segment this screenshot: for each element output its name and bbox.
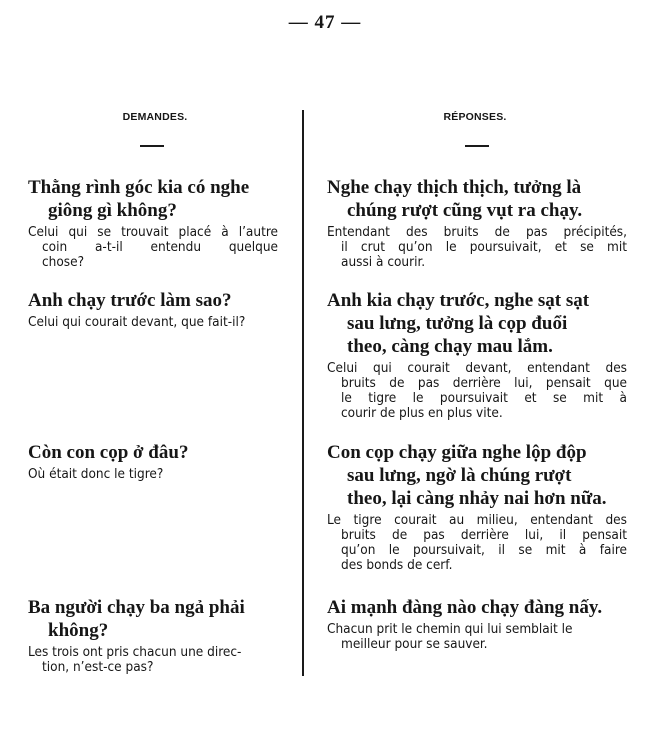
answer-2 <box>327 289 627 421</box>
answer-vietnamese: Con cọp chạy giữa nghe lộp độp sau lưng, ngờ là chúng rượt theo, lại càng nhảy nai hơn nữa. <box>327 442 607 509</box>
answer-4 <box>327 596 627 652</box>
answer-1 <box>327 176 627 270</box>
answer-french: Le tigre courait au milieu, entendant des bruits de pas derrière lui, il pensait qu’on le poursuivait, il se mit à faire des bonds de cerf. <box>327 512 627 573</box>
column-header-reponses: RÉPONSES. <box>443 111 507 123</box>
answer-vietnamese: Anh kia chạy trước, nghe sạt sạt sau lưng, tưởng là cọp đuổi theo, càng chạy mau lắm. <box>327 290 590 357</box>
answer-french: Celui qui courait devant, entendant des bruits de pas derrière lui, pensait que le tigre le poursuivait et se mit à courir de plus en plus vite. <box>327 360 627 421</box>
question-vietnamese: Ba người chạy ba ngả phải không? <box>28 597 245 641</box>
answer-french: Entendant des bruits de pas précipités, il crut qu’on le poursuivait, et se mit aussi à courir. <box>327 224 627 270</box>
question-vietnamese: Thằng rình góc kia có nghe giông gì không? <box>28 177 250 221</box>
answer-vietnamese: Nghe chạy thịch thịch, tưởng là chúng rượt cũng vụt ra chạy. <box>327 177 583 221</box>
question-french: Où était donc le tigre? <box>28 466 164 482</box>
answer-vietnamese: Ai mạnh đàng nào chạy đàng nấy. <box>327 597 603 618</box>
question-4 <box>28 596 278 675</box>
question-1 <box>28 176 278 270</box>
answer-3 <box>327 441 627 573</box>
question-vietnamese: Anh chạy trước làm sao? <box>28 290 232 311</box>
column-divider <box>302 110 304 676</box>
question-3 <box>28 441 278 482</box>
column-header-rule-left <box>140 145 164 147</box>
page-number: — 47 — <box>288 12 362 33</box>
question-french: Celui qui se trouvait placé à l’autre coin a-t-il entendu quelque chose? <box>28 224 278 270</box>
answer-french: Chacun prit le chemin qui lui semblait le meilleur pour se sauver. <box>327 621 573 652</box>
column-header-rule-right <box>465 145 489 147</box>
question-vietnamese: Còn con cọp ở đâu? <box>28 442 189 463</box>
question-french: Les trois ont pris chacun une direc- tion, n’est-ce pas? <box>28 644 242 675</box>
question-french: Celui qui courait devant, que fait-il? <box>28 314 246 330</box>
column-header-demandes: DEMANDES. <box>122 111 188 123</box>
question-2 <box>28 289 278 330</box>
